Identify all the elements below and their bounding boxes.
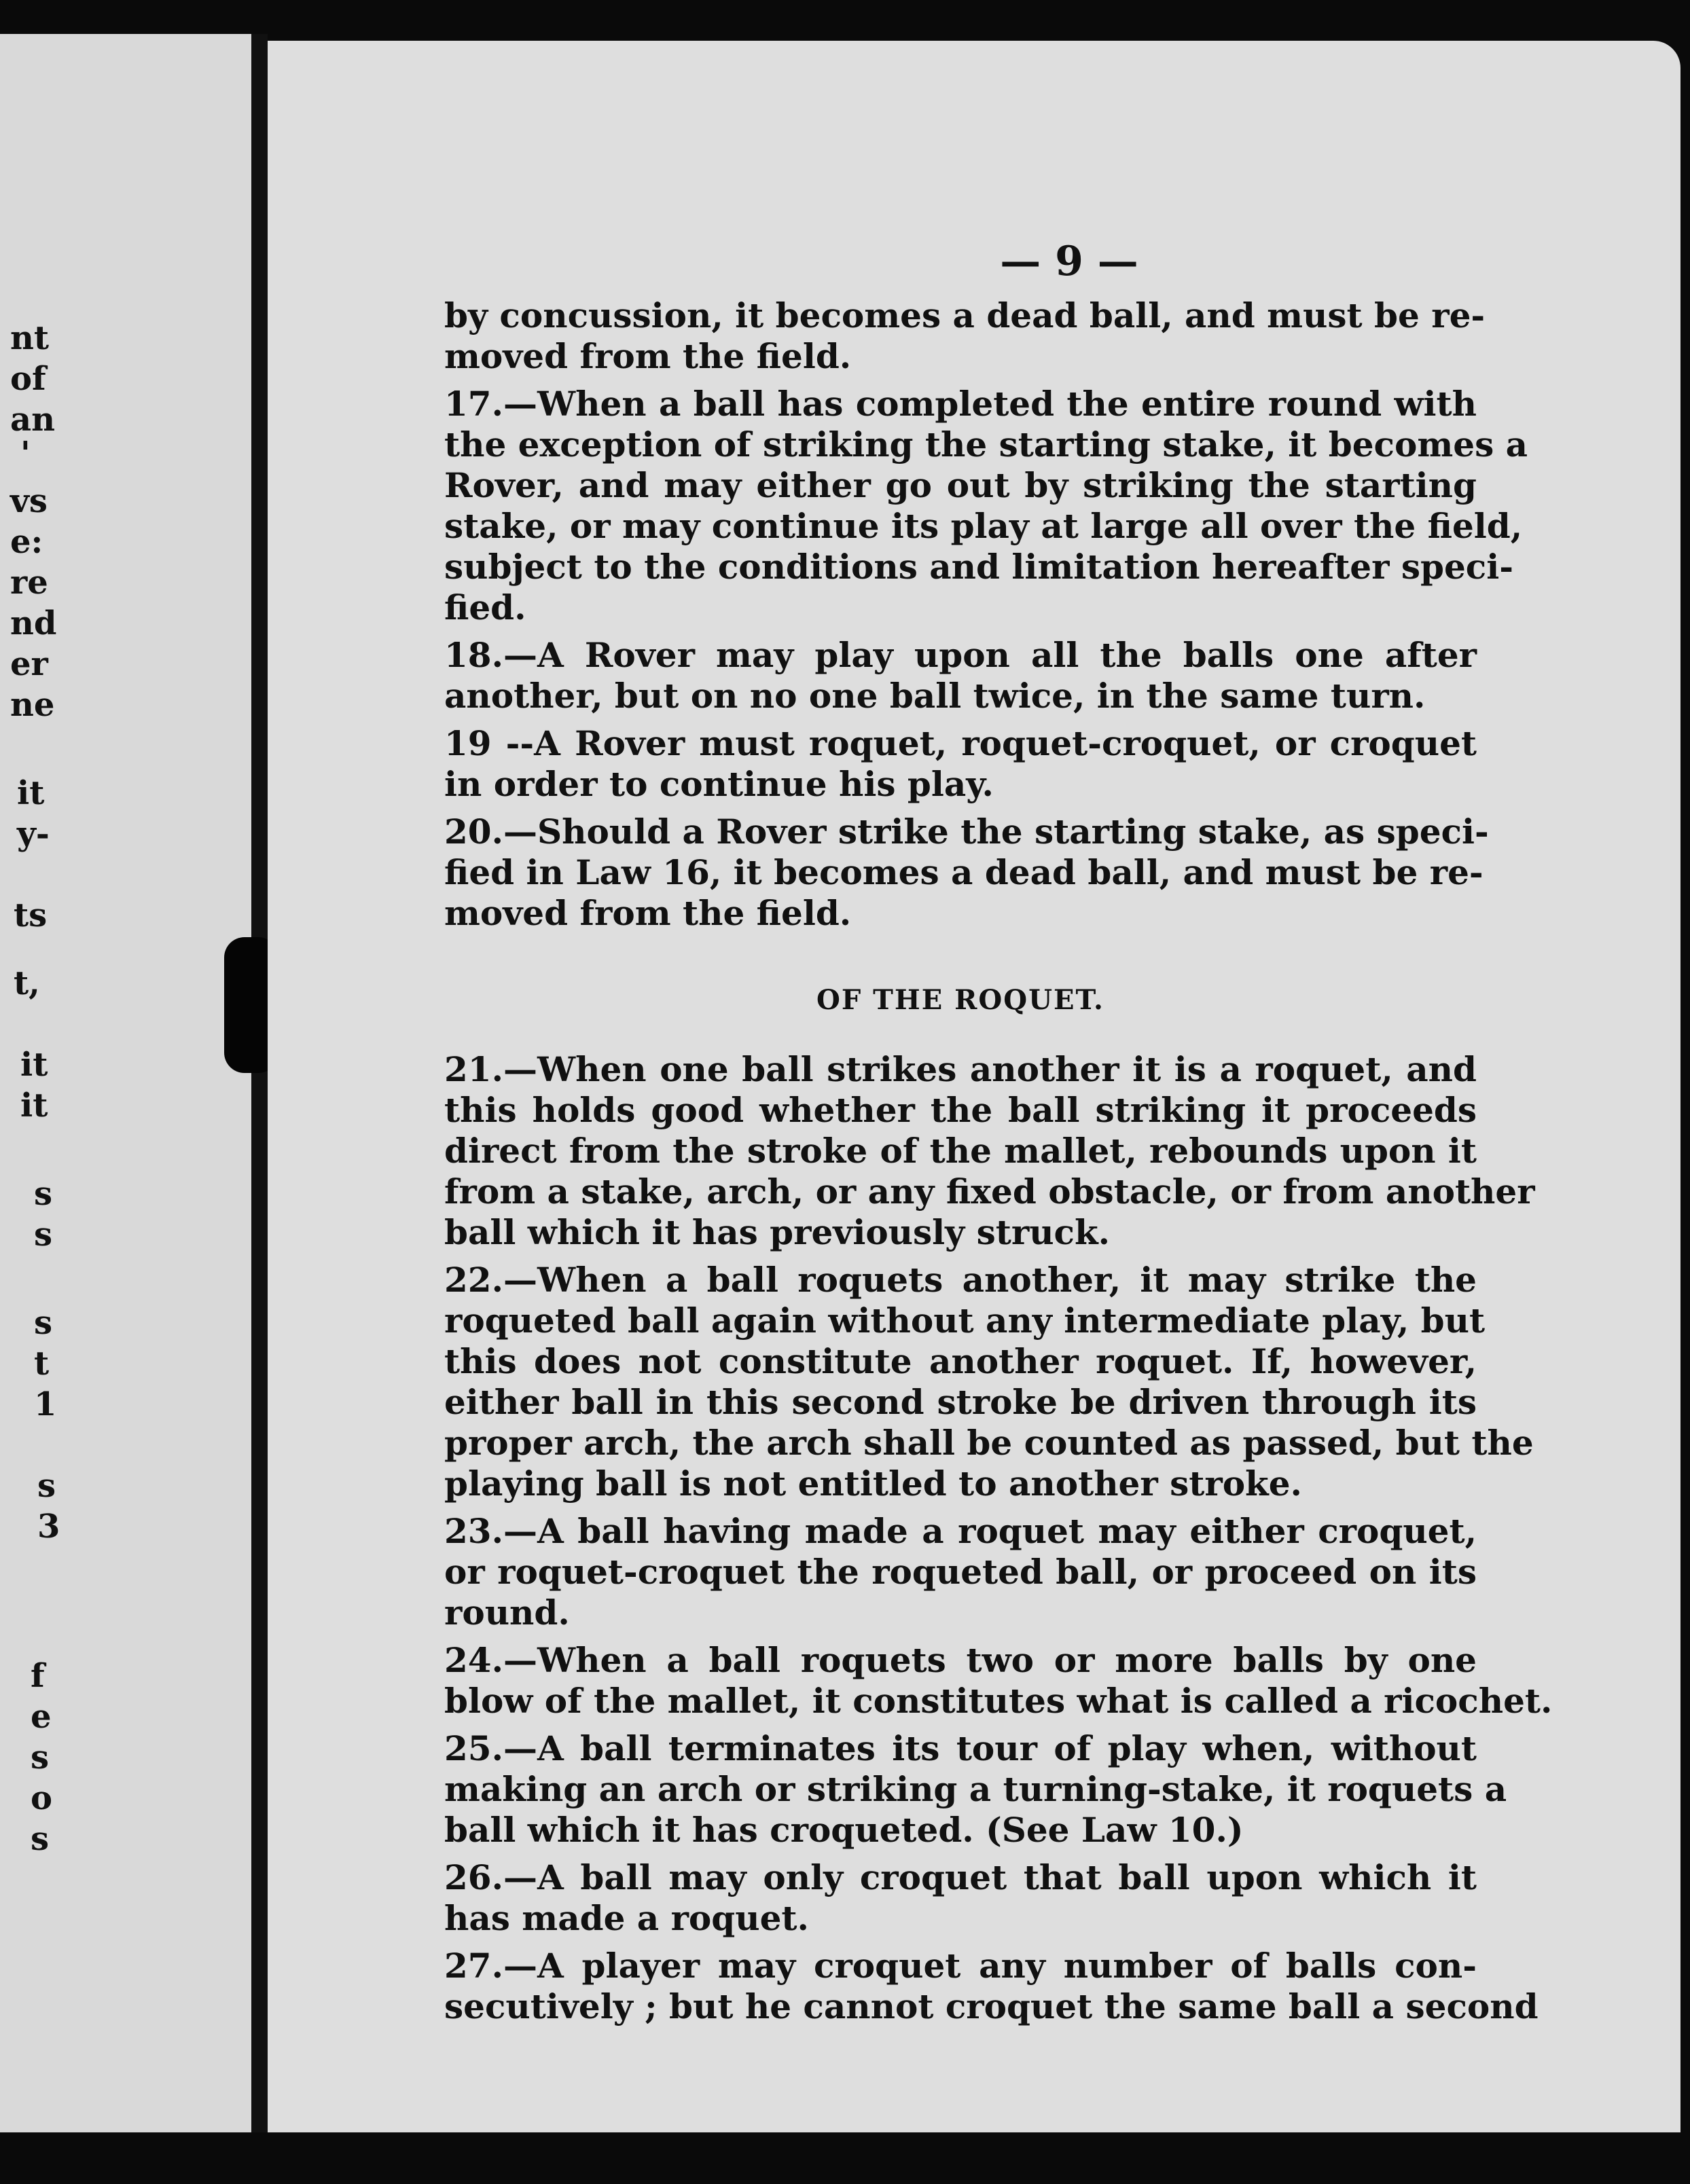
left-page-fragment: o — [31, 1779, 53, 1817]
text-line: fied. — [444, 587, 526, 627]
left-page-fragment: e — [31, 1698, 52, 1736]
left-page-fragment: y- — [17, 815, 50, 853]
left-page-fragment: an — [10, 401, 55, 439]
laws-section-roquet — [444, 1049, 1553, 2027]
text-line: blow of the mallet, it constitutes what is called a ricochet. — [444, 1681, 1553, 1721]
law-paragraph — [444, 1511, 1477, 1633]
left-page-fragment: of — [10, 360, 46, 398]
left-page-fragment: it — [20, 1087, 48, 1125]
text-line: either ball in this second stroke be driven through its — [444, 1382, 1477, 1422]
text-line: Rover, and may either go out by striking the starting — [444, 465, 1477, 505]
law-paragraph — [444, 1260, 1534, 1504]
law-paragraph — [444, 723, 1477, 805]
text-line: secutively ; but he cannot croquet the same ball a second — [444, 1986, 1539, 2026]
left-page-fragment: s — [34, 1216, 53, 1254]
left-page-fragment: re — [10, 564, 48, 602]
book-gutter — [251, 34, 268, 2132]
left-page-fragment: vs — [10, 482, 48, 520]
text-line: this holds good whether the ball striking it proceeds — [444, 1090, 1477, 1130]
text-line: the exception of striking the starting stake, it becomes a — [444, 424, 1528, 465]
text-line: or roquet-croquet the roqueted ball, or proceed on its — [444, 1552, 1477, 1592]
text-line: 18.—A Rover may play upon all the balls one after — [444, 635, 1477, 675]
text-line: from a stake, arch, or any fixed obstacle, or from another — [444, 1171, 1535, 1212]
left-page-fragment: nt — [10, 319, 50, 357]
law-paragraph — [444, 1049, 1535, 1253]
text-line: has made a roquet. — [444, 1898, 809, 1938]
left-page-fragment: t — [34, 1345, 50, 1383]
right-page — [268, 41, 1680, 2132]
left-page-fragment: s — [37, 1467, 56, 1505]
text-line: 20.—Should a Rover strike the starting stake, as speci- — [444, 812, 1489, 852]
text-line: fied in Law 16, it becomes a dead ball, and must be re- — [444, 852, 1484, 892]
section-heading: OF THE ROQUET. — [816, 984, 1104, 1016]
text-line: another, but on no one ball twice, in the same turn. — [444, 676, 1426, 716]
left-page-fragment: s — [34, 1304, 53, 1342]
left-page-fragment: ' — [20, 435, 31, 473]
text-line: 26.—A ball may only croquet that ball upon which it — [444, 1857, 1477, 1897]
text-line: moved from the field. — [444, 893, 852, 933]
law-paragraph — [444, 1640, 1553, 1722]
text-line: 27.—A player may croquet any number of balls con- — [444, 1946, 1477, 1986]
law-paragraph — [444, 1857, 1477, 1939]
text-line: 21.—When one ball strikes another it is a roquet, and — [444, 1049, 1477, 1089]
law-paragraph — [444, 384, 1528, 628]
text-line: playing ball is not entitled to another stroke. — [444, 1463, 1302, 1504]
left-page-fragment: nd — [10, 604, 57, 642]
text-line: 17.—When a ball has completed the entire round with — [444, 384, 1477, 424]
left-page-fragment: ts — [14, 896, 48, 934]
text-line: direct from the stroke of the mallet, rebounds upon it — [444, 1131, 1477, 1171]
text-line: this does not constitute another roquet. If, however, — [444, 1341, 1477, 1381]
left-page-fragment: s — [31, 1820, 50, 1858]
law-paragraph — [444, 635, 1477, 716]
left-page-edge — [0, 34, 251, 2132]
law-paragraph — [444, 812, 1489, 934]
law-paragraph — [444, 1728, 1507, 1851]
left-page-fragment: er — [10, 645, 48, 683]
text-line: 22.—When a ball roquets another, it may strike the — [444, 1260, 1477, 1300]
left-page-fragment: 3 — [37, 1508, 60, 1546]
left-page-fragment: s — [31, 1739, 50, 1777]
left-page-fragment: it — [20, 1046, 48, 1084]
text-line: 23.—A ball having made a roquet may either croquet, — [444, 1511, 1477, 1551]
text-line: making an arch or striking a turning-stake, it roquets a — [444, 1769, 1507, 1809]
text-line: 19 --A Rover must roquet, roquet-croquet, or croquet — [444, 723, 1477, 763]
text-line: stake, or may continue its play at large all over the field, — [444, 506, 1523, 546]
text-line: subject to the conditions and limitation hereafter speci- — [444, 547, 1513, 587]
left-page-fragment: it — [17, 774, 45, 812]
text-line: ball which it has previously struck. — [444, 1212, 1111, 1252]
text-line: by concussion, it becomes a dead ball, and must be re- — [444, 295, 1486, 335]
left-page-fragment: 1 — [34, 1385, 57, 1423]
text-line: proper arch, the arch shall be counted as passed, but the — [444, 1423, 1534, 1463]
left-page-fragment: e: — [10, 523, 43, 561]
law-paragraph — [444, 1946, 1539, 2027]
laws-section-rover — [444, 295, 1528, 934]
text-line: roqueted ball again without any intermediate play, but — [444, 1300, 1486, 1341]
text-line: 24.—When a ball roquets two or more balls by one — [444, 1640, 1477, 1680]
page-number: — 9 — — [1000, 238, 1138, 285]
left-page-fragments — [0, 319, 251, 1858]
text-line: round. — [444, 1592, 570, 1633]
text-line: 25.—A ball terminates its tour of play when, without — [444, 1728, 1477, 1768]
body-text — [444, 295, 1553, 2034]
text-line: moved from the field. — [444, 336, 852, 376]
text-line: ball which it has croqueted. (See Law 10.) — [444, 1810, 1244, 1850]
left-page-fragment: s — [34, 1175, 53, 1213]
left-page-fragment: t, — [14, 964, 40, 1002]
text-line: in order to continue his play. — [444, 764, 994, 804]
left-page-fragment: f — [31, 1657, 45, 1695]
law-paragraph — [444, 295, 1486, 377]
left-page-fragment: ne — [10, 686, 55, 724]
